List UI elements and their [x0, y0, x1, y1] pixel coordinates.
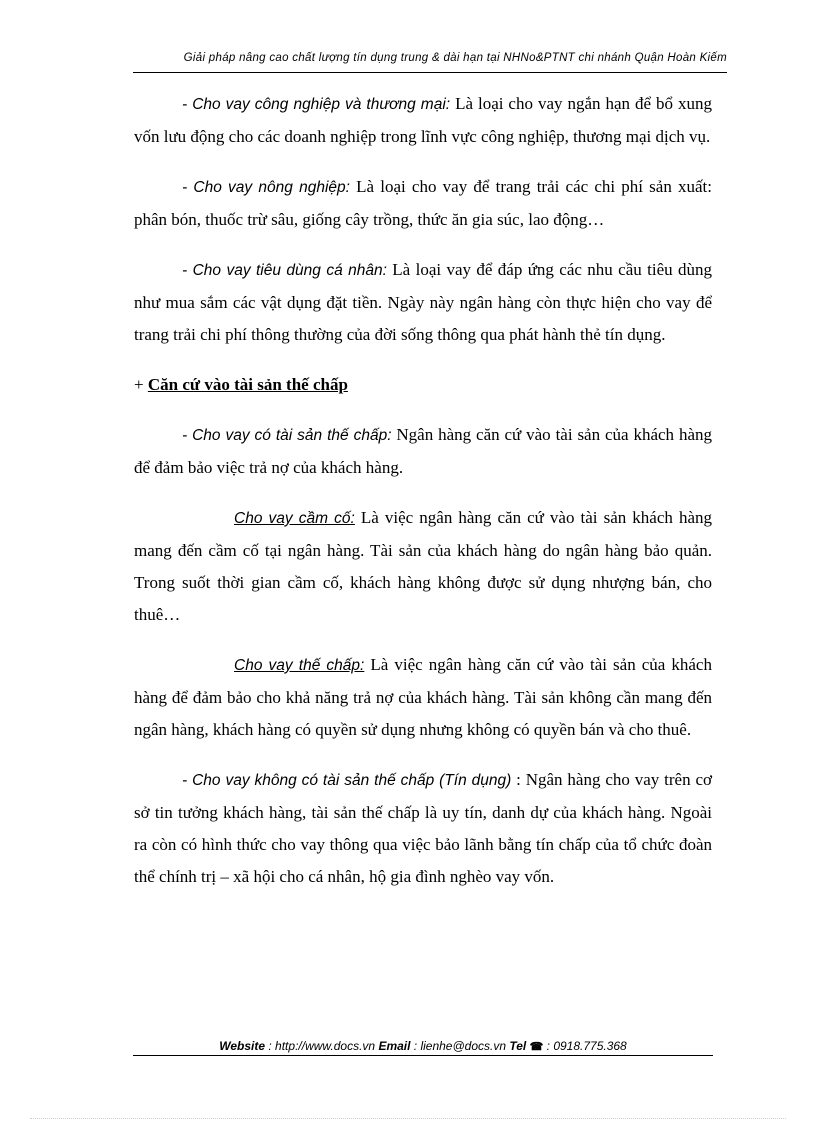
tel-value: : 0918.775.368 — [543, 1039, 627, 1053]
heading-text: Căn cứ vào tài sản thế chấp — [147, 375, 348, 394]
header-title: Giải pháp nâng cao chất lượng tín dụng trung & dài hạn tại NHNo&PTNT chi nhánh Quận Hoàn Kiếm — [183, 52, 727, 64]
paragraph-text: Là loại cho vay ngắn hạn để bổ xung vốn lưu động cho các doanh nghiệp trong lĩnh vực công nghiệp, thương mại dịch vụ. — [134, 94, 712, 146]
page-header — [133, 48, 727, 73]
paragraph-text: Là loại vay để đáp ứng các nhu cầu tiêu dùng như mua sắm các vật dụng đặt tiền. Ngày này ngân hàng còn thực hiện cho vay để trang trải chi phí thông thường của đời sống thông qua phát hành thẻ tín dụng. — [134, 260, 712, 344]
paragraph-industrial-loan — [134, 88, 712, 153]
term-label: - Cho vay nông nghiệp: — [182, 179, 350, 196]
paragraph-text: Là việc ngân hàng căn cứ vào tài sản khách hàng mang đến cầm cố tại ngân hàng. Tài sản của khách hàng do ngân hàng bảo quản. Trong suốt thời gian cầm cố, khách hàng không được sử dụng nhượng bán, cho thuê… — [134, 508, 712, 624]
section-heading — [134, 369, 712, 401]
page-footer — [133, 1037, 713, 1056]
term-label: - Cho vay công nghiệp và thương mại: — [182, 96, 451, 113]
paragraph-text: Ngân hàng căn cứ vào tài sản của khách hàng để đảm bảo việc trả nợ của khách hàng. — [134, 425, 712, 477]
paragraph-agricultural-loan — [134, 171, 712, 236]
email-link[interactable]: : lienhe@docs.vn — [410, 1039, 510, 1053]
paragraph-consumer-loan — [134, 254, 712, 351]
page-bottom-border — [30, 1118, 786, 1119]
term-label: - Cho vay tiêu dùng cá nhân: — [182, 262, 387, 279]
term-label: Cho vay thế chấp: — [234, 657, 365, 674]
phone-icon: ☎ — [529, 1041, 544, 1053]
paragraph-secured-loan — [134, 419, 712, 484]
paragraph-text: Là loại cho vay để trang trải các chi phí sản xuất: phân bón, thuốc trừ sâu, giống cây trồng, thức ăn gia súc, lao động… — [134, 177, 713, 229]
page-content — [134, 88, 712, 893]
paragraph-text: : Ngân hàng cho vay trên cơ sở tin tưởng khách hàng, tài sản thế chấp là uy tín, danh dự của khách hàng. Ngoài ra còn có hình thức cho vay thông qua việc bảo lãnh bằng tín chấp của tổ chức đoàn thể chính trị – xã hội cho cá nhân, hộ gia đình nghèo vay vốn. — [134, 770, 712, 886]
term-label: Cho vay cầm cố: — [234, 510, 355, 527]
email-label: Email — [378, 1039, 411, 1053]
paragraph-unsecured-loan — [134, 764, 712, 893]
term-label: - Cho vay không có tài sản thế chấp (Tín dụng) — [182, 772, 512, 789]
tel-label: Tel — [509, 1039, 527, 1053]
heading-prefix: + — [134, 375, 148, 394]
paragraph-pledge-loan — [134, 502, 712, 631]
website-label: Website — [219, 1039, 266, 1053]
term-label: - Cho vay có tài sản thế chấp: — [182, 427, 392, 444]
paragraph-mortgage-loan — [134, 649, 712, 746]
paragraph-text: Là việc ngân hàng căn cứ vào tài sản của khách hàng để đảm bảo cho khả năng trả nợ của khách hàng. Tài sản không cần mang đến ngân hàng, khách hàng có quyền sử dụng nhưng không có quyền bán và cho thuê. — [134, 655, 712, 739]
website-link[interactable]: : http://www.docs.vn — [265, 1039, 379, 1053]
